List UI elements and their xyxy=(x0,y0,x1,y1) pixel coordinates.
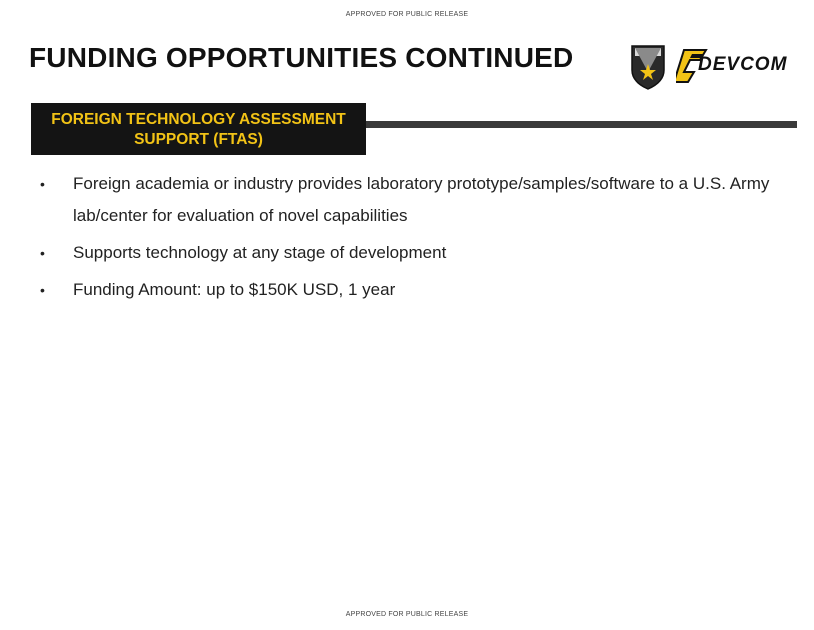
bullet-text: Supports technology at any stage of development xyxy=(73,243,447,262)
release-notice-top: APPROVED FOR PUBLIC RELEASE xyxy=(345,11,469,18)
list-item xyxy=(36,237,796,269)
section-heading xyxy=(31,103,366,155)
devcom-logo-text: DEVCOM xyxy=(698,54,788,75)
section-heading-line-1: FOREIGN TECHNOLOGY ASSESSMENT xyxy=(51,111,346,128)
section-heading-line-2: SUPPORT (FTAS) xyxy=(134,131,263,148)
bullet-text: Funding Amount: up to $150K USD, 1 year xyxy=(73,280,396,299)
list-item xyxy=(36,274,796,306)
list-item xyxy=(36,168,796,232)
release-notice-bottom: APPROVED FOR PUBLIC RELEASE xyxy=(345,611,469,618)
page-title: FUNDING OPPORTUNITIES CONTINUED xyxy=(29,42,574,73)
logo-group xyxy=(630,42,788,90)
bullet-dot-icon: • xyxy=(40,245,45,261)
bullet-text: Foreign academia or industry provides laboratory prototype/samples/software to a U.S. Army lab/center for evaluation of novel capabilities xyxy=(73,174,770,225)
section-divider-bar xyxy=(365,121,797,128)
bullet-dot-icon: • xyxy=(40,282,45,298)
bullet-list xyxy=(36,168,796,311)
bullet-dot-icon: • xyxy=(40,176,45,192)
